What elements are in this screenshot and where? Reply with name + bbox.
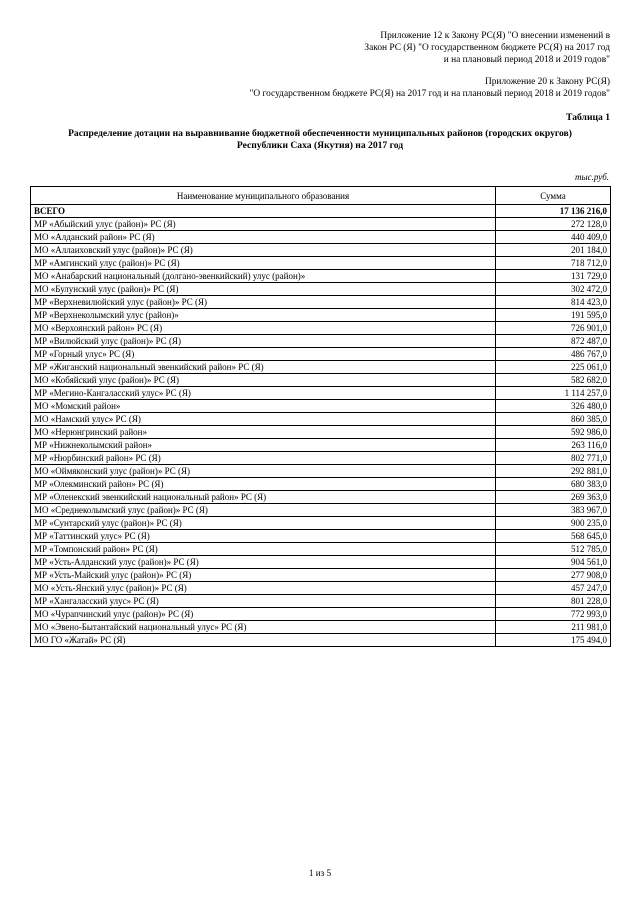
- table-row: [31, 374, 611, 387]
- municipality-name: МО «Эвено-Бытантайский национальный улус» РС (Я): [31, 621, 496, 634]
- municipality-name: МО «Булунский улус (район)» РС (Я): [31, 283, 496, 296]
- municipality-sum: 263 116,0: [496, 439, 611, 452]
- appendix-20-line: "О государственном бюджете РС(Я) на 2017 год и на плановый период 2018 и 2019 годов": [249, 89, 610, 100]
- municipality-sum: 269 363,0: [496, 491, 611, 504]
- municipality-name: МО «Чурапчинский улус (район)» РС (Я): [31, 608, 496, 621]
- total-label: ВСЕГО: [31, 205, 496, 218]
- municipality-sum: 457 247,0: [496, 582, 611, 595]
- total-row: [31, 205, 611, 218]
- municipality-sum: 904 561,0: [496, 556, 611, 569]
- municipality-sum: 383 967,0: [496, 504, 611, 517]
- municipality-sum: 131 729,0: [496, 270, 611, 283]
- municipality-sum: 680 383,0: [496, 478, 611, 491]
- municipality-name: МО «Нерюнгринский район»: [31, 426, 496, 439]
- table-row: [31, 543, 611, 556]
- municipality-name: МО «Аллаиховский улус (район)» РС (Я): [31, 244, 496, 257]
- municipality-sum: 872 487,0: [496, 335, 611, 348]
- municipality-sum: 277 908,0: [496, 569, 611, 582]
- municipality-name: МР «Верхнеколымский улус (район)»: [31, 309, 496, 322]
- table-row: [31, 257, 611, 270]
- municipality-sum: 592 986,0: [496, 426, 611, 439]
- table-row: [31, 452, 611, 465]
- municipality-name: МО ГО «Жатай» РС (Я): [31, 634, 496, 647]
- municipality-sum: 568 645,0: [496, 530, 611, 543]
- column-header-name: Наименование муниципального образования: [31, 187, 496, 205]
- table-row: [31, 348, 611, 361]
- municipality-sum: 1 114 257,0: [496, 387, 611, 400]
- municipality-name: МО «Алданский район» РС (Я): [31, 231, 496, 244]
- document-title-line: Распределение дотации на выравнивание бюджетной обеспеченности муниципальных районов (городских округов): [68, 128, 572, 139]
- table-row: [31, 322, 611, 335]
- municipality-name: МР «Жиганский национальный эвенкийский район» РС (Я): [31, 361, 496, 374]
- table-row: [31, 335, 611, 348]
- table-row: [31, 634, 611, 647]
- municipality-name: МО «Оймяконский улус (район)» РС (Я): [31, 465, 496, 478]
- municipality-sum: 292 881,0: [496, 465, 611, 478]
- municipality-name: МР «Нюрбинский район» РС (Я): [31, 452, 496, 465]
- municipality-sum: 718 712,0: [496, 257, 611, 270]
- table-row: [31, 426, 611, 439]
- table-row: [31, 556, 611, 569]
- table-row: [31, 283, 611, 296]
- municipality-sum: 302 472,0: [496, 283, 611, 296]
- municipality-name: МО «Анабарский национальный (долгано-эвенкийский) улус (район)»: [31, 270, 496, 283]
- table-row: [31, 491, 611, 504]
- municipality-name: МР «Усть-Алданский улус (район)» РС (Я): [31, 556, 496, 569]
- municipality-name: МР «Амгинский улус (район)» РС (Я): [31, 257, 496, 270]
- municipality-name: МО «Момский район»: [31, 400, 496, 413]
- table-row: [31, 504, 611, 517]
- municipality-sum: 900 235,0: [496, 517, 611, 530]
- municipality-name: МР «Хангаласский улус» РС (Я): [31, 595, 496, 608]
- appendix-12-line: и на плановый период 2018 и 2019 годов": [443, 55, 610, 66]
- municipality-name: МР «Вилюйский улус (район)» РС (Я): [31, 335, 496, 348]
- municipality-name: МР «Сунтарский улус (район)» РС (Я): [31, 517, 496, 530]
- municipality-name: МР «Абыйский улус (район)» РС (Я): [31, 218, 496, 231]
- municipality-name: МР «Нижнеколымский район»: [31, 439, 496, 452]
- subsidy-table: [30, 186, 611, 647]
- table-row: [31, 218, 611, 231]
- table-row: [31, 569, 611, 582]
- table-row: [31, 439, 611, 452]
- municipality-sum: 326 480,0: [496, 400, 611, 413]
- table-row: [31, 608, 611, 621]
- municipality-sum: 201 184,0: [496, 244, 611, 257]
- municipality-sum: 772 993,0: [496, 608, 611, 621]
- column-header-sum: Сумма: [496, 187, 611, 205]
- municipality-sum: 801 228,0: [496, 595, 611, 608]
- municipality-sum: 211 981,0: [496, 621, 611, 634]
- municipality-sum: 582 682,0: [496, 374, 611, 387]
- municipality-name: МО «Среднеколымский улус (район)» РС (Я): [31, 504, 496, 517]
- municipality-sum: 860 385,0: [496, 413, 611, 426]
- municipality-sum: 814 423,0: [496, 296, 611, 309]
- table-row: [31, 296, 611, 309]
- table-row: [31, 595, 611, 608]
- municipality-sum: 512 785,0: [496, 543, 611, 556]
- table-row: [31, 231, 611, 244]
- table-row: [31, 530, 611, 543]
- table-label: Таблица 1: [566, 112, 610, 123]
- table-row: [31, 478, 611, 491]
- municipality-sum: 486 767,0: [496, 348, 611, 361]
- appendix-20-header: [250, 76, 610, 100]
- municipality-name: МР «Мегино-Кангаласский улус» РС (Я): [31, 387, 496, 400]
- municipality-name: МР «Томпонский район» РС (Я): [31, 543, 496, 556]
- total-value: 17 136 216,0: [496, 205, 611, 218]
- table-row: [31, 244, 611, 257]
- municipality-sum: 726 901,0: [496, 322, 611, 335]
- municipality-sum: 802 771,0: [496, 452, 611, 465]
- municipality-sum: 440 409,0: [496, 231, 611, 244]
- municipality-sum: 175 494,0: [496, 634, 611, 647]
- municipality-name: МО «Кобяйский улус (район)» РС (Я): [31, 374, 496, 387]
- table-header-row: [31, 187, 611, 205]
- municipality-sum: 191 595,0: [496, 309, 611, 322]
- table-row: [31, 621, 611, 634]
- appendix-12-header: [364, 30, 610, 67]
- municipality-name: МР «Усть-Майский улус (район)» РС (Я): [31, 569, 496, 582]
- appendix-20-line: Приложение 20 к Закону РС(Я): [484, 77, 610, 87]
- municipality-name: МР «Верхневилюйский улус (район)» РС (Я): [31, 296, 496, 309]
- municipality-sum: 272 128,0: [496, 218, 611, 231]
- table-row: [31, 465, 611, 478]
- page-number: 1 из 5: [308, 868, 332, 878]
- table-row: [31, 361, 611, 374]
- municipality-name: МР «Таттинский улус» РС (Я): [31, 530, 496, 543]
- units-label: тыс.руб.: [575, 172, 609, 182]
- municipality-name: МО «Усть-Янский улус (район)» РС (Я): [31, 582, 496, 595]
- municipality-name: МО «Верхоянский район» РС (Я): [31, 322, 496, 335]
- table-row: [31, 387, 611, 400]
- municipality-name: МО «Намский улус» РС (Я): [31, 413, 496, 426]
- table-row: [31, 309, 611, 322]
- document-title: [40, 128, 600, 152]
- municipality-name: МР «Олекминский район» РС (Я): [31, 478, 496, 491]
- municipality-name: МР «Оленекский эвенкийский национальный район» РС (Я): [31, 491, 496, 504]
- table-row: [31, 517, 611, 530]
- municipality-name: МР «Горный улус» РС (Я): [31, 348, 496, 361]
- table-row: [31, 270, 611, 283]
- table-row: [31, 582, 611, 595]
- appendix-12-line: Закон РС (Я) "О государственном бюджете РС(Я) на 2017 год: [364, 43, 610, 54]
- table-row: [31, 400, 611, 413]
- appendix-12-line: Приложение 12 к Закону РС(Я) "О внесении изменений в: [380, 31, 610, 41]
- table-row: [31, 413, 611, 426]
- municipality-sum: 225 061,0: [496, 361, 611, 374]
- document-title-line: Республики Саха (Якутия) на 2017 год: [236, 140, 404, 152]
